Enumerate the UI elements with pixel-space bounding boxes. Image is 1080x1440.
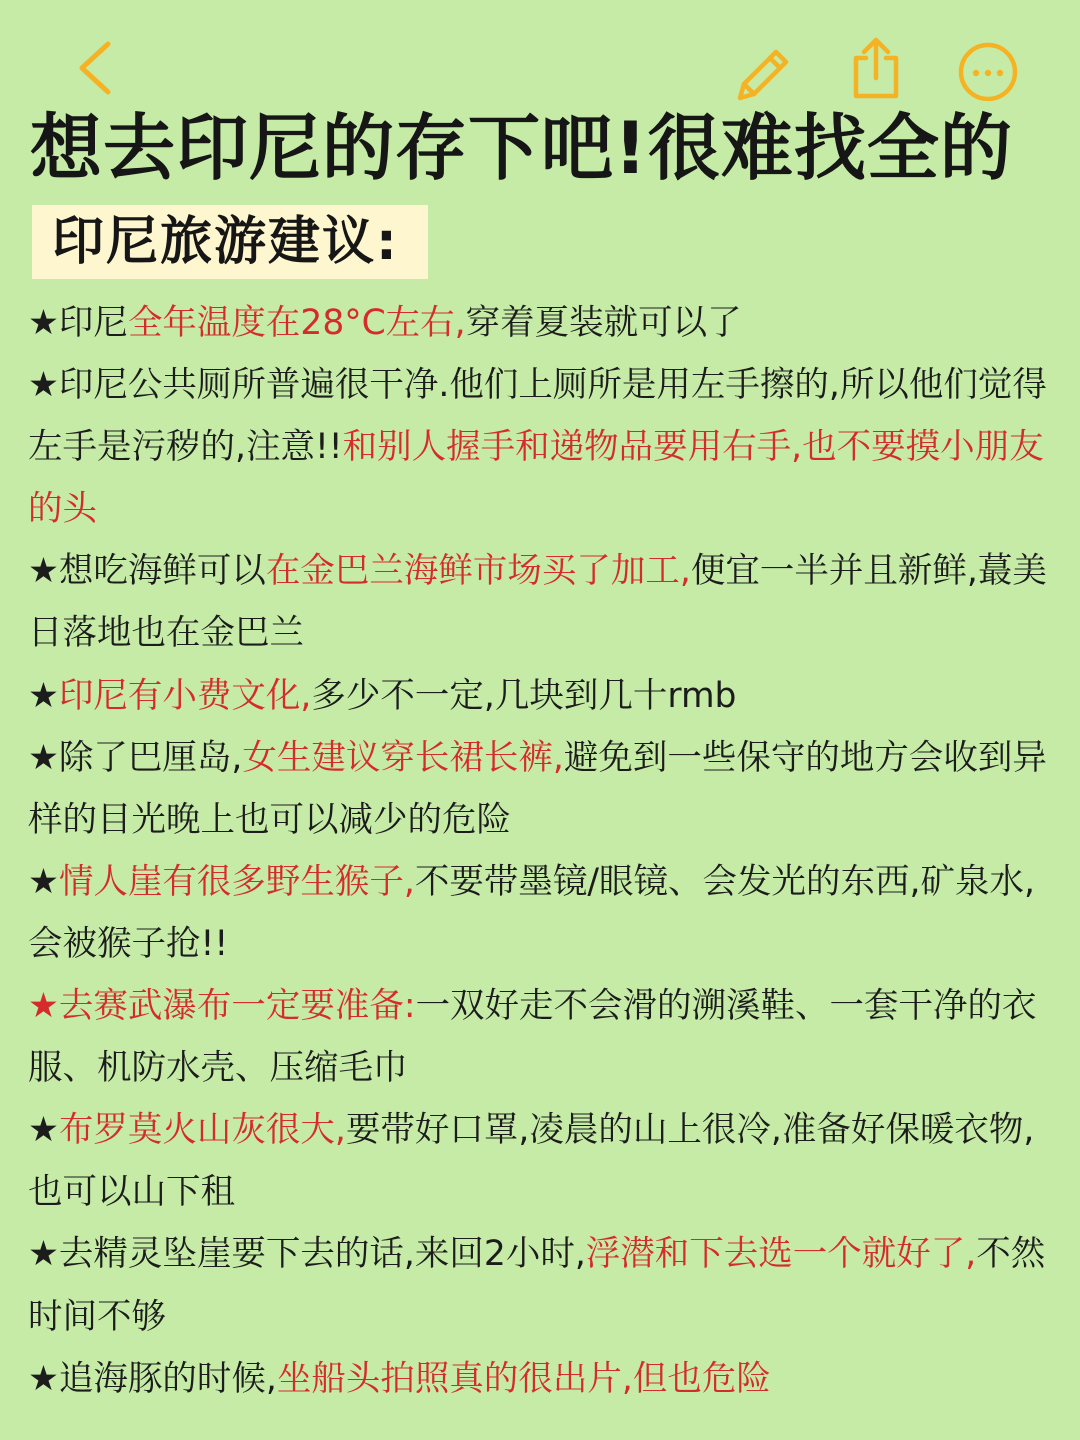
tip-highlight: 浮潜和下去选一个就好了, [585,1234,977,1275]
tip-text: 多少不一定,几块到几十rmb [311,675,737,716]
tip-text: ★印尼公共厕所普遍很干净.他们上厕所是用左手擦的,所以他们觉得左手是污秽的,注意!! [28,365,1047,468]
tips-list [28,292,1058,1410]
tip-item [28,540,1058,664]
chevron-left-icon[interactable] [70,38,120,98]
more-icon[interactable] [956,40,1020,104]
tip-highlight: 在金巴兰海鲜市场买了加工, [265,551,691,592]
tip-text: ★印尼 [28,303,128,343]
tip-text: ★ [28,675,59,716]
tip-text: 避免到一些保守的地方会收到异样的目光晚上也可以减少的危险 [28,737,1047,840]
pencil-icon[interactable] [730,36,796,102]
tip-item [28,354,1058,540]
tip-highlight: 坐船头拍照真的很出片,但也危险 [276,1358,771,1399]
tip-text: 要带好口罩,凌晨的山上很冷,准备好保暖衣物,也可以山下租 [28,1110,1035,1213]
tip-text: 不然时间不够 [28,1234,1046,1337]
tip-text: ★去精灵坠崖要下去的话,来回2小时, [28,1234,586,1275]
tip-text: 一双好走不会滑的溯溪鞋、一套干净的衣服、机防水壳、压缩毛巾 [28,986,1037,1089]
share-icon[interactable] [846,34,906,102]
tip-text: ★除了巴厘岛, [28,737,243,778]
tip-item [28,1348,1058,1410]
tip-text: 不要带墨镜/眼镜、会发光的东西,矿泉水,会被猴子抢!! [28,861,1035,964]
tip-highlight: 情人崖有很多野生猴子, [58,861,415,902]
tip-item [28,1099,1058,1223]
tip-text: 便宜一半并且新鲜,蕞美日落地也在金巴兰 [28,551,1047,654]
tip-text: 穿着夏装就可以了 [465,303,742,343]
tip-highlight: 全年温度在28°C左右, [127,303,466,343]
tip-item [28,292,1058,354]
tip-item [28,1223,1058,1347]
tip-item [28,727,1058,851]
tip-text: ★ [28,1110,59,1151]
tip-highlight: 和别人握手和递物品要用右手,也不要摸小朋友的头 [28,427,1044,530]
tip-highlight: 印尼有小费文化, [58,675,312,716]
top-toolbar [0,0,1080,110]
tip-item [28,975,1058,1099]
tip-highlight: 女生建议穿长裙长裤, [242,737,564,778]
tip-text: ★追海豚的时候, [28,1358,277,1399]
tip-text: ★想吃海鲜可以 [28,551,266,592]
section-heading: 印尼旅游建议: [52,212,399,272]
page-title: 想去印尼的存下吧!很难找全的 [30,106,1013,190]
tip-highlight: ★去赛武瀑布一定要准备: [28,986,416,1027]
tip-text: ★ [28,861,59,902]
tip-item [28,665,1058,727]
tip-item [28,851,1058,975]
tip-highlight: 布罗莫火山灰很大, [58,1110,346,1151]
